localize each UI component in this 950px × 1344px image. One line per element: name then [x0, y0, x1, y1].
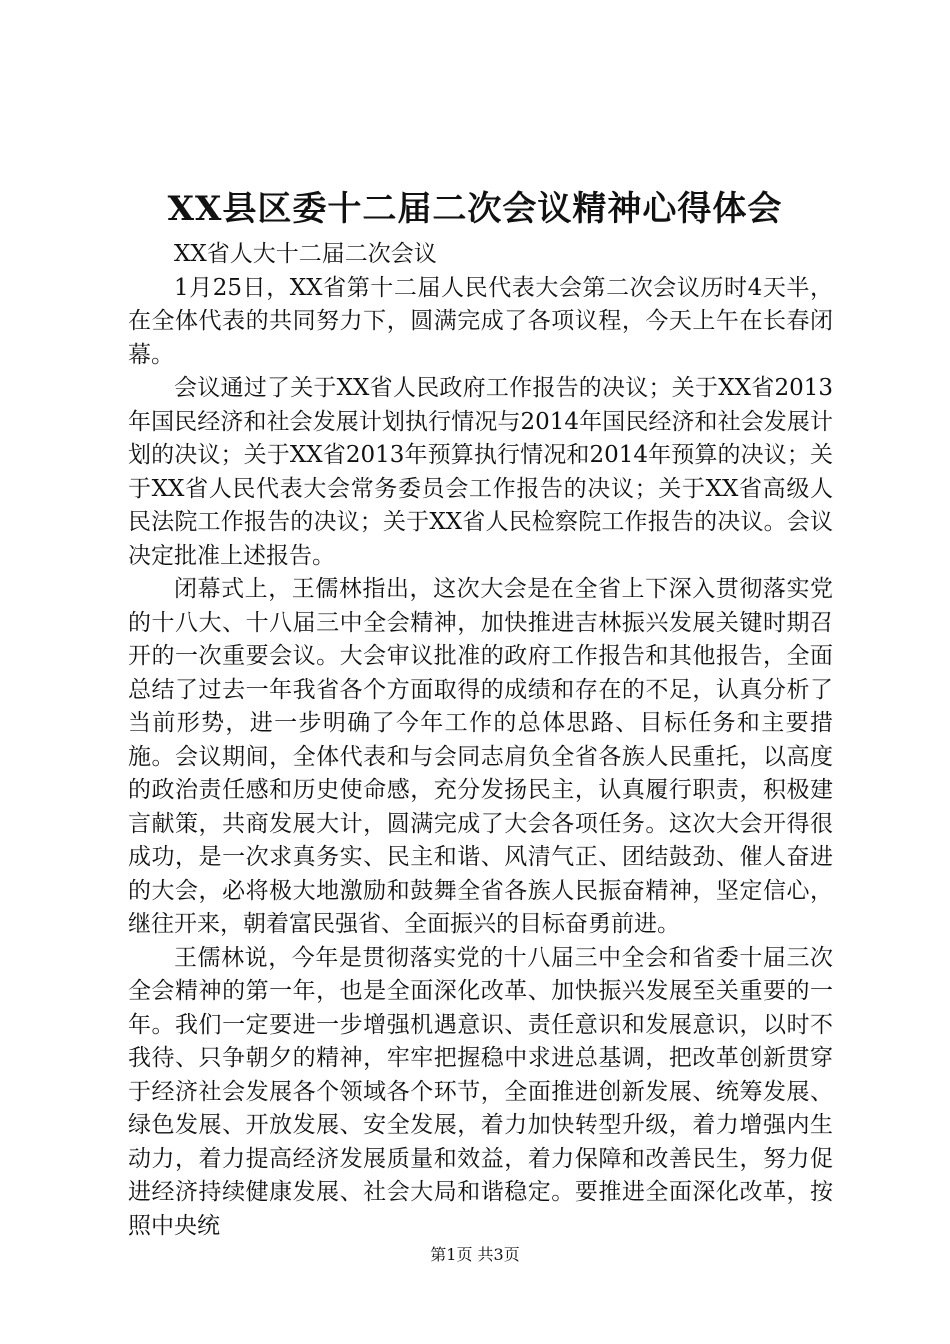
paragraph-3: 闭幕式上，王儒林指出，这次大会是在全省上下深入贯彻落实党的十八大、十八届三中全会精神，加快推进吉林振兴发展关键时期召开的一次重要会议。大会审议批准的政府工作报告和其他报告，全面总结了过去一年我省各个方面取得的成绩和存在的不足，认真分析了当前形势，进一步明确了今年工作的总体思路、目标任务和主要措施。会议期间，全体代表和与会同志肩负全省各族人民重托，以高度的政治责任感和历史使命感，充分发扬民主，认真履行职责，积极建言献策，共商发展大计，圆满完成了大会各项任务。这次大会开得很成功，是一次求真务实、民主和谐、风清气正、团结鼓劲、催人奋进的大会，必将极大地激励和鼓舞全省各族人民振奋精神，坚定信心，继往开来，朝着富民强省、全面振兴的目标奋勇前进。 [128, 576, 833, 937]
document-body [128, 238, 833, 1243]
page-number-footer: 第1页 共3页 [430, 1245, 520, 1264]
paragraph-2: 会议通过了关于XX省人民政府工作报告的决议；关于XX省2013年国民经济和社会发展计划执行情况与2014年国民经济和社会发展计划的决议；关于XX省2013年预算执行情况和2014年预算的决议；关于XX省人民代表大会常务委员会工作报告的决议；关于XX省高级人民法院工作报告的决议；关于XX省人民检察院工作报告的决议。会议决定批准上述报告。 [128, 375, 833, 569]
paragraph-4: 王儒林说，今年是贯彻落实党的十八届三中全会和省委十届三次全会精神的第一年，也是全面深化改革、加快振兴发展至关重要的一年。我们一定要进一步增强机遇意识、责任意识和发展意识，以时不我待、只争朝夕的精神，牢牢把握稳中求进总基调，把改革创新贯穿于经济社会发展各个领域各个环节，全面推进创新发展、统筹发展、绿色发展、开放发展、安全发展，着力加快转型升级，着力增强内生动力，着力提高经济发展质量和效益，着力保障和改善民生，努力促进经济持续健康发展、社会大局和谐稳定。要推进全面深化改革，按照中央统 [128, 944, 833, 1239]
paragraph-1: 1月25日，XX省第十二届人民代表大会第二次会议历时4天半，在全体代表的共同努力下，圆满完成了各项议程，今天上午在长春闭幕。 [128, 274, 833, 368]
document-title: XX县区委十二届二次会议精神心得体会 [167, 189, 783, 229]
document-subtitle: XX省人大十二届二次会议 [174, 241, 437, 267]
